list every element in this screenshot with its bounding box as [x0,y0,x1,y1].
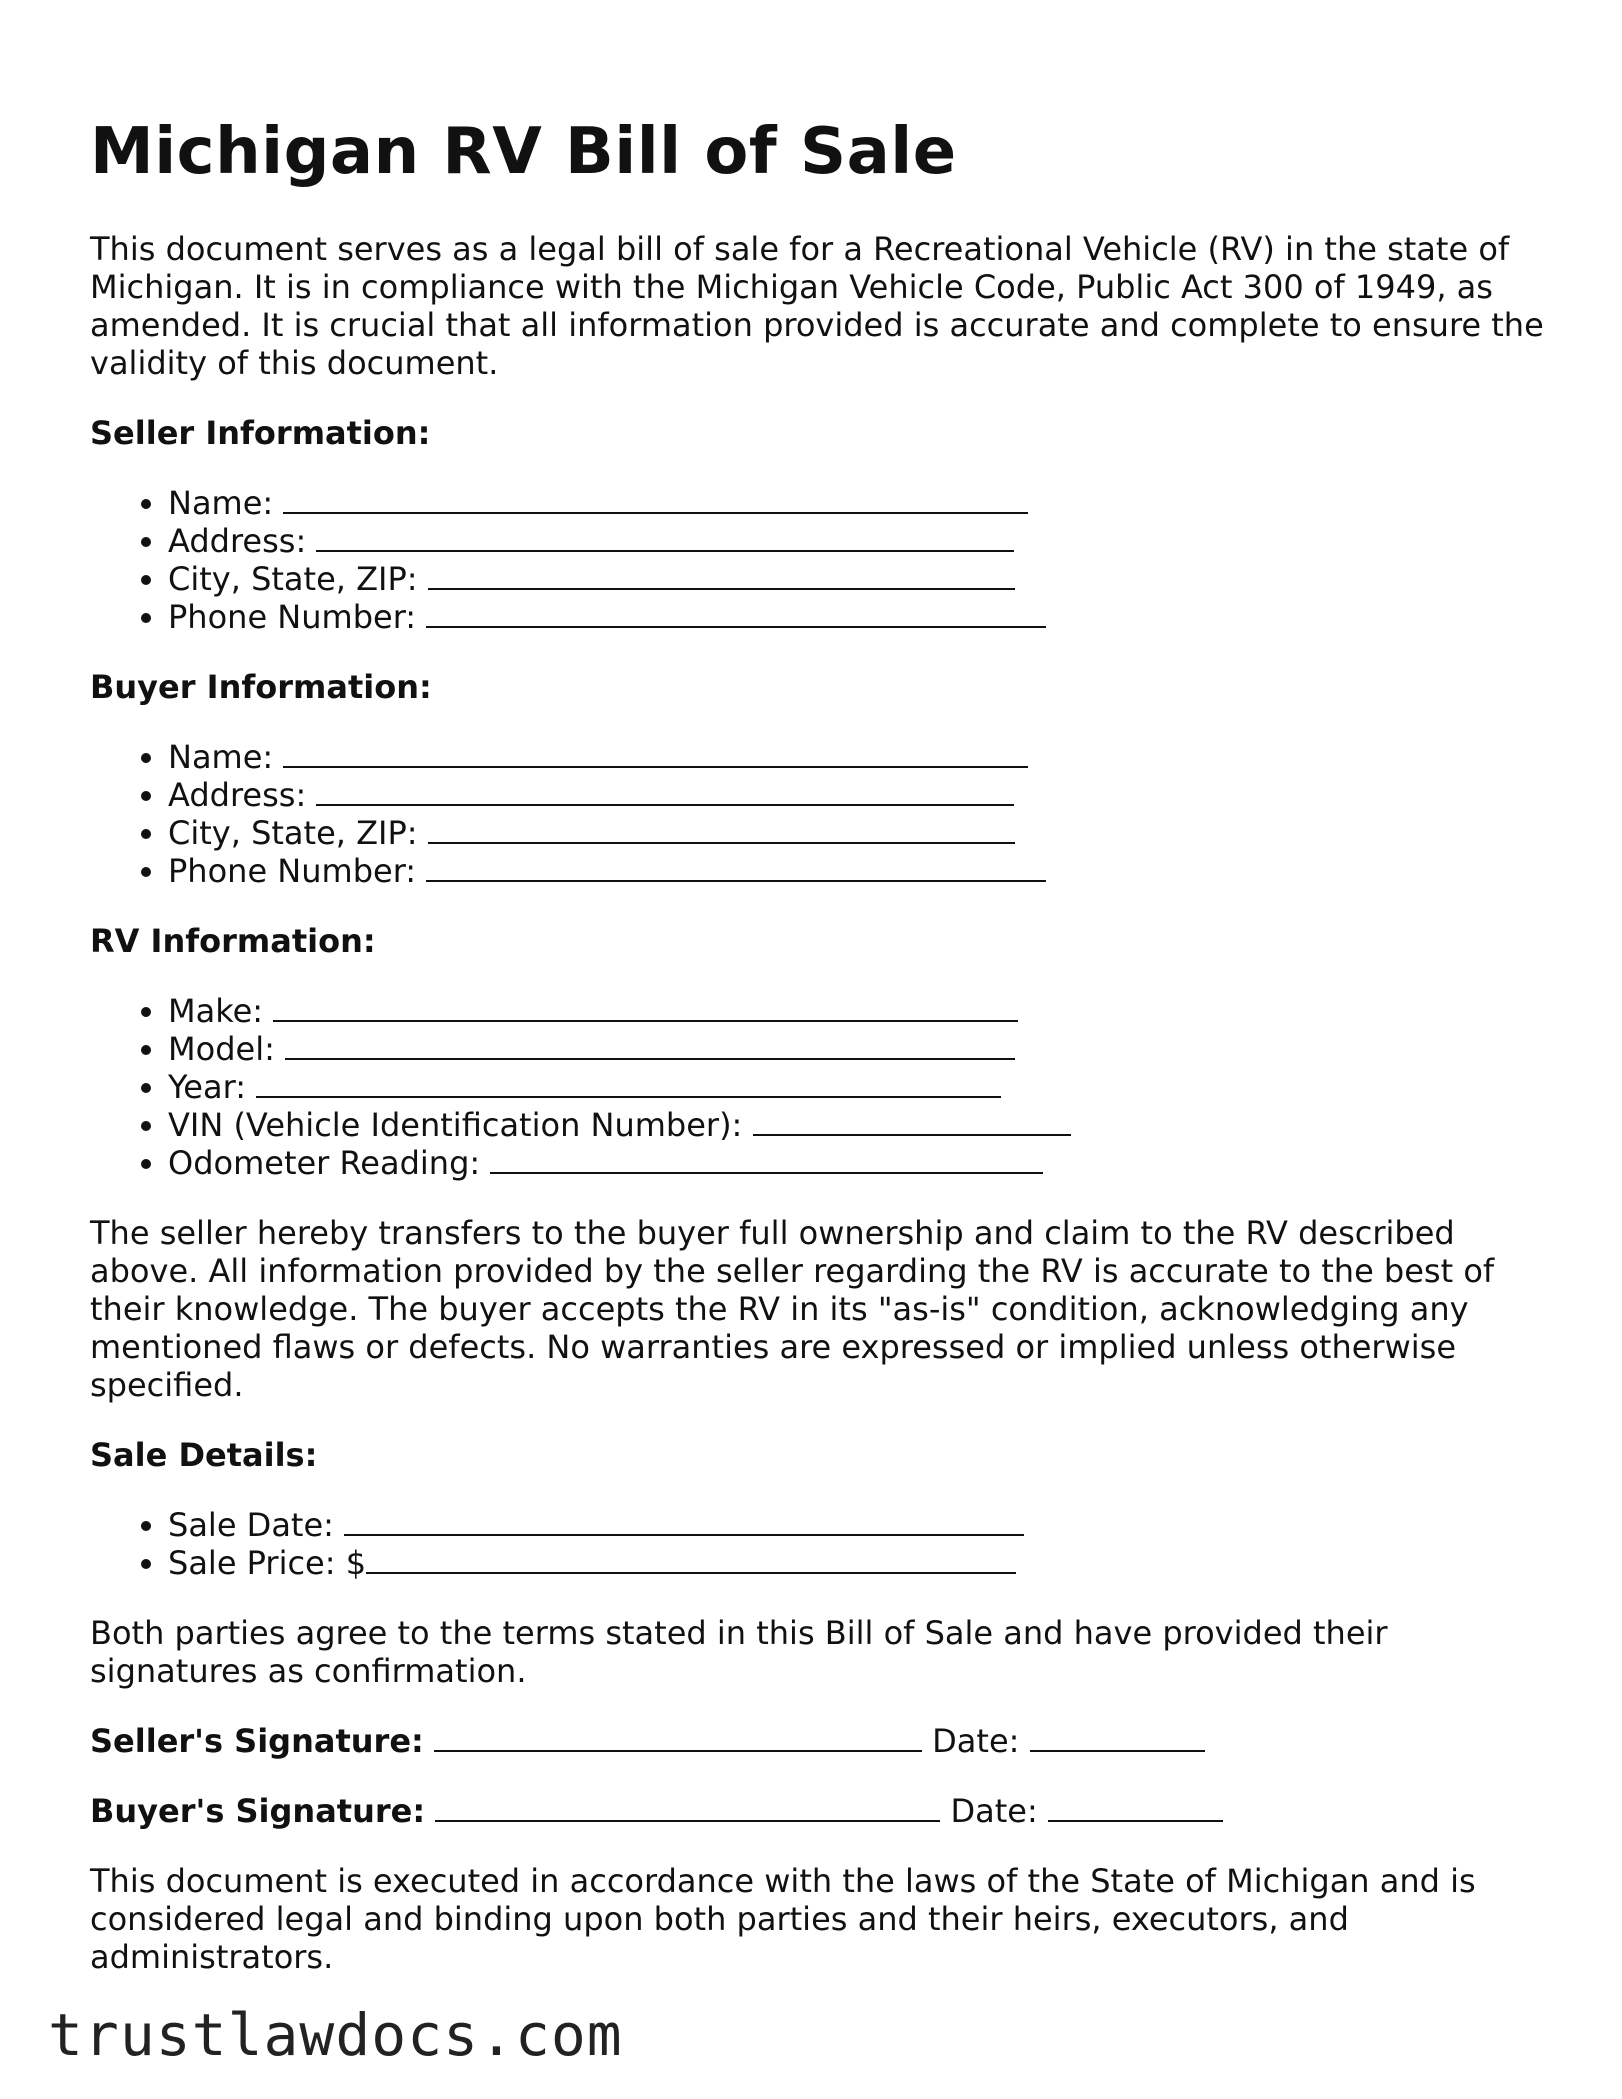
buyer-section-heading: Buyer Information: [90,668,432,706]
seller-signature-row [90,1722,1550,1760]
seller-phone-blank[interactable] [426,598,1046,628]
list-item [168,1506,1550,1544]
rv-model-label: Model: [168,1030,275,1068]
rv-vin-blank[interactable] [753,1106,1071,1136]
seller-city-label: City, State, ZIP: [168,560,418,598]
list-item [168,1544,1550,1582]
sale-date-blank[interactable] [344,1506,1024,1536]
list-item [168,814,1550,852]
seller-section-heading: Seller Information: [90,414,431,452]
list-item [168,776,1550,814]
agreement-paragraph: Both parties agree to the terms stated in this Bill of Sale and have provided their signatures as confirmation. [90,1614,1388,1690]
list-item [168,992,1550,1030]
list-item [168,1068,1550,1106]
list-item [168,522,1550,560]
list-item [168,484,1550,522]
list-item [168,598,1550,636]
rv-section-heading: RV Information: [90,922,376,960]
buyer-date-label: Date: [950,1792,1038,1830]
list-item [168,1144,1550,1182]
seller-date-label: Date: [932,1722,1020,1760]
site-watermark: trustlawdocs.com [48,2001,623,2069]
buyer-phone-label: Phone Number: [168,852,417,890]
buyer-phone-blank[interactable] [426,852,1046,882]
buyer-signature-label: Buyer's Signature: [90,1792,426,1830]
document-page [90,110,1550,2008]
sale-field-list [90,1506,1550,1582]
rv-odometer-label: Odometer Reading: [168,1144,481,1182]
sale-section-heading: Sale Details: [90,1436,318,1474]
list-item [168,852,1550,890]
closing-paragraph: This document is executed in accordance with the laws of the State of Michigan and is considered legal and binding upon both parties and their heirs, executors, and administrators. [90,1862,1476,1976]
list-item [168,1030,1550,1068]
buyer-date-blank[interactable] [1048,1792,1223,1822]
list-item [168,738,1550,776]
intro-paragraph: This document serves as a legal bill of sale for a Recreational Vehicle (RV) in the state of Michigan. It is in compliance with the Michigan Vehicle Code, Public Act 300 of 1949, as amended. It is crucial that all information provided is accurate and complete to ensure the validity of this document. [90,230,1544,382]
rv-model-blank[interactable] [285,1030,1015,1060]
rv-vin-label: VIN (Vehicle Identification Number): [168,1106,743,1144]
buyer-city-blank[interactable] [428,814,1015,844]
page-title: Michigan RV Bill of Sale [90,115,957,189]
seller-field-list [90,484,1550,636]
sale-price-blank[interactable] [366,1544,1016,1574]
transfer-paragraph: The seller hereby transfers to the buyer full ownership and claim to the RV described above. All information provided by the seller regarding the RV is accurate to the best of their knowledge. The buyer accepts the RV in its "as-is" condition, acknowledging any mentioned flaws or defects. No warranties are expressed or implied unless otherwise specified. [90,1214,1495,1404]
buyer-name-label: Name: [168,738,274,776]
seller-name-label: Name: [168,484,274,522]
sale-price-label: Sale Price: $ [168,1544,367,1582]
seller-address-blank[interactable] [316,522,1014,552]
list-item [168,560,1550,598]
rv-make-blank[interactable] [273,992,1018,1022]
buyer-address-label: Address: [168,776,307,814]
buyer-name-blank[interactable] [283,738,1028,768]
rv-year-label: Year: [168,1068,246,1106]
rv-odometer-blank[interactable] [490,1144,1043,1174]
rv-make-label: Make: [168,992,264,1030]
seller-date-blank[interactable] [1030,1722,1205,1752]
buyer-field-list [90,738,1550,890]
rv-field-list [90,992,1550,1182]
seller-city-blank[interactable] [428,560,1015,590]
sale-date-label: Sale Date: [168,1506,334,1544]
buyer-signature-row [90,1792,1550,1830]
seller-phone-label: Phone Number: [168,598,417,636]
rv-year-blank[interactable] [256,1068,1001,1098]
list-item [168,1106,1550,1144]
seller-name-blank[interactable] [283,484,1028,514]
seller-signature-label: Seller's Signature: [90,1722,424,1760]
buyer-city-label: City, State, ZIP: [168,814,418,852]
buyer-signature-blank[interactable] [435,1792,940,1822]
buyer-address-blank[interactable] [316,776,1014,806]
seller-signature-blank[interactable] [434,1722,922,1752]
seller-address-label: Address: [168,522,307,560]
